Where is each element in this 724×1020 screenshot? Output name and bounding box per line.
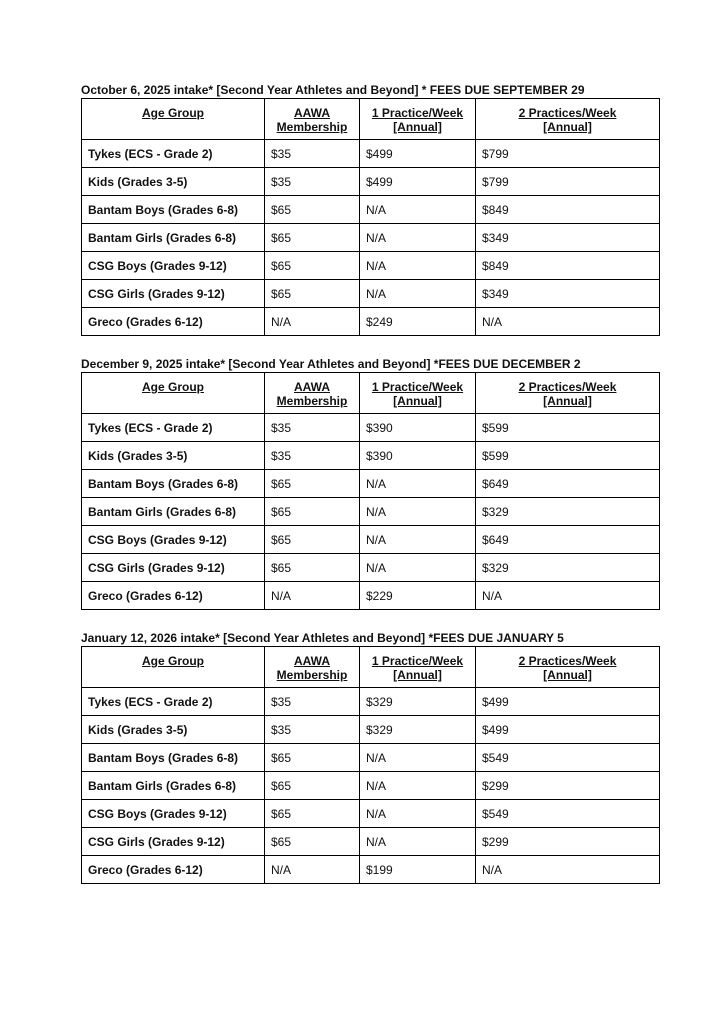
membership-cell: $35 [265, 688, 360, 716]
membership-cell: N/A [265, 856, 360, 884]
age-group-cell: Kids (Grades 3-5) [82, 442, 265, 470]
one-practice-cell: $229 [360, 582, 476, 610]
one-practice-cell: $390 [360, 442, 476, 470]
fee-section-january [81, 631, 659, 884]
header-two-practices: 2 Practices/Week [Annual] [476, 647, 660, 688]
one-practice-cell: N/A [360, 772, 476, 800]
age-group-cell: CSG Boys (Grades 9-12) [82, 252, 265, 280]
table-row [82, 716, 660, 744]
fee-section-december [81, 357, 659, 610]
one-practice-cell: N/A [360, 828, 476, 856]
age-group-cell: Greco (Grades 6-12) [82, 856, 265, 884]
table-header-row [82, 647, 660, 688]
table-row [82, 688, 660, 716]
one-practice-cell: N/A [360, 498, 476, 526]
two-practices-cell: $849 [476, 252, 660, 280]
age-group-cell: Tykes (ECS - Grade 2) [82, 414, 265, 442]
two-practices-cell: $799 [476, 140, 660, 168]
two-practices-cell: N/A [476, 582, 660, 610]
membership-cell: $35 [265, 716, 360, 744]
header-two-practices: 2 Practices/Week [Annual] [476, 373, 660, 414]
one-practice-cell: N/A [360, 800, 476, 828]
membership-cell: $65 [265, 280, 360, 308]
one-practice-cell: $329 [360, 688, 476, 716]
two-practices-cell: $349 [476, 280, 660, 308]
header-age-group: Age Group [82, 99, 265, 140]
age-group-cell: Greco (Grades 6-12) [82, 582, 265, 610]
one-practice-cell: N/A [360, 252, 476, 280]
age-group-cell: Bantam Boys (Grades 6-8) [82, 470, 265, 498]
table-row [82, 498, 660, 526]
table-row [82, 224, 660, 252]
two-practices-cell: $599 [476, 442, 660, 470]
age-group-cell: Greco (Grades 6-12) [82, 308, 265, 336]
section-title: January 12, 2026 intake* [Second Year Athletes and Beyond] *FEES DUE JANUARY 5 [81, 631, 564, 645]
table-header-row [82, 99, 660, 140]
membership-cell: $65 [265, 196, 360, 224]
table-row [82, 442, 660, 470]
two-practices-cell: $599 [476, 414, 660, 442]
membership-cell: N/A [265, 308, 360, 336]
table-row [82, 470, 660, 498]
age-group-cell: Kids (Grades 3-5) [82, 168, 265, 196]
membership-cell: $65 [265, 744, 360, 772]
table-header-row [82, 373, 660, 414]
table-row [82, 168, 660, 196]
age-group-cell: Bantam Boys (Grades 6-8) [82, 196, 265, 224]
one-practice-cell: N/A [360, 224, 476, 252]
age-group-cell: CSG Girls (Grades 9-12) [82, 828, 265, 856]
two-practices-cell: $329 [476, 554, 660, 582]
table-row [82, 526, 660, 554]
membership-cell: $35 [265, 168, 360, 196]
table-row [82, 828, 660, 856]
two-practices-cell: $849 [476, 196, 660, 224]
age-group-cell: Tykes (ECS - Grade 2) [82, 140, 265, 168]
header-aawa-membership: AAWA Membership [265, 99, 360, 140]
one-practice-cell: N/A [360, 554, 476, 582]
header-one-practice: 1 Practice/Week [Annual] [360, 99, 476, 140]
two-practices-cell: $649 [476, 470, 660, 498]
membership-cell: $65 [265, 828, 360, 856]
membership-cell: $65 [265, 498, 360, 526]
header-aawa-membership: AAWA Membership [265, 373, 360, 414]
two-practices-cell: $549 [476, 800, 660, 828]
table-row [82, 554, 660, 582]
age-group-cell: Bantam Girls (Grades 6-8) [82, 772, 265, 800]
membership-cell: $65 [265, 224, 360, 252]
age-group-cell: Bantam Girls (Grades 6-8) [82, 498, 265, 526]
header-one-practice: 1 Practice/Week [Annual] [360, 647, 476, 688]
header-aawa-membership: AAWA Membership [265, 647, 360, 688]
membership-cell: $35 [265, 414, 360, 442]
age-group-cell: Tykes (ECS - Grade 2) [82, 688, 265, 716]
age-group-cell: CSG Boys (Grades 9-12) [82, 526, 265, 554]
fee-table [81, 646, 660, 884]
two-practices-cell: $499 [476, 688, 660, 716]
membership-cell: $65 [265, 526, 360, 554]
membership-cell: $65 [265, 800, 360, 828]
age-group-cell: CSG Boys (Grades 9-12) [82, 800, 265, 828]
two-practices-cell: $499 [476, 716, 660, 744]
two-practices-cell: $549 [476, 744, 660, 772]
header-age-group: Age Group [82, 647, 265, 688]
membership-cell: $65 [265, 772, 360, 800]
table-row [82, 414, 660, 442]
membership-cell: $35 [265, 442, 360, 470]
one-practice-cell: N/A [360, 280, 476, 308]
table-row [82, 772, 660, 800]
membership-cell: N/A [265, 582, 360, 610]
fee-section-october [81, 83, 659, 336]
two-practices-cell: N/A [476, 856, 660, 884]
table-row [82, 800, 660, 828]
two-practices-cell: $299 [476, 772, 660, 800]
table-row [82, 308, 660, 336]
membership-cell: $35 [265, 140, 360, 168]
one-practice-cell: $199 [360, 856, 476, 884]
fee-table [81, 372, 660, 610]
age-group-cell: CSG Girls (Grades 9-12) [82, 280, 265, 308]
table-row [82, 196, 660, 224]
age-group-cell: Bantam Boys (Grades 6-8) [82, 744, 265, 772]
two-practices-cell: $299 [476, 828, 660, 856]
membership-cell: $65 [265, 470, 360, 498]
two-practices-cell: $799 [476, 168, 660, 196]
one-practice-cell: $499 [360, 168, 476, 196]
table-row [82, 140, 660, 168]
membership-cell: $65 [265, 554, 360, 582]
age-group-cell: CSG Girls (Grades 9-12) [82, 554, 265, 582]
age-group-cell: Kids (Grades 3-5) [82, 716, 265, 744]
fee-table [81, 98, 660, 336]
two-practices-cell: $349 [476, 224, 660, 252]
section-title: December 9, 2025 intake* [Second Year Athletes and Beyond] *FEES DUE DECEMBER 2 [81, 357, 581, 371]
header-two-practices: 2 Practices/Week [Annual] [476, 99, 660, 140]
header-one-practice: 1 Practice/Week [Annual] [360, 373, 476, 414]
one-practice-cell: N/A [360, 470, 476, 498]
table-row [82, 252, 660, 280]
one-practice-cell: $390 [360, 414, 476, 442]
two-practices-cell: $649 [476, 526, 660, 554]
table-row [82, 856, 660, 884]
one-practice-cell: $249 [360, 308, 476, 336]
one-practice-cell: N/A [360, 196, 476, 224]
table-row [82, 744, 660, 772]
two-practices-cell: $329 [476, 498, 660, 526]
membership-cell: $65 [265, 252, 360, 280]
one-practice-cell: N/A [360, 744, 476, 772]
section-title: October 6, 2025 intake* [Second Year Athletes and Beyond] * FEES DUE SEPTEMBER 29 [81, 83, 585, 97]
header-age-group: Age Group [82, 373, 265, 414]
two-practices-cell: N/A [476, 308, 660, 336]
one-practice-cell: $499 [360, 140, 476, 168]
one-practice-cell: N/A [360, 526, 476, 554]
table-row [82, 582, 660, 610]
table-row [82, 280, 660, 308]
age-group-cell: Bantam Girls (Grades 6-8) [82, 224, 265, 252]
one-practice-cell: $329 [360, 716, 476, 744]
